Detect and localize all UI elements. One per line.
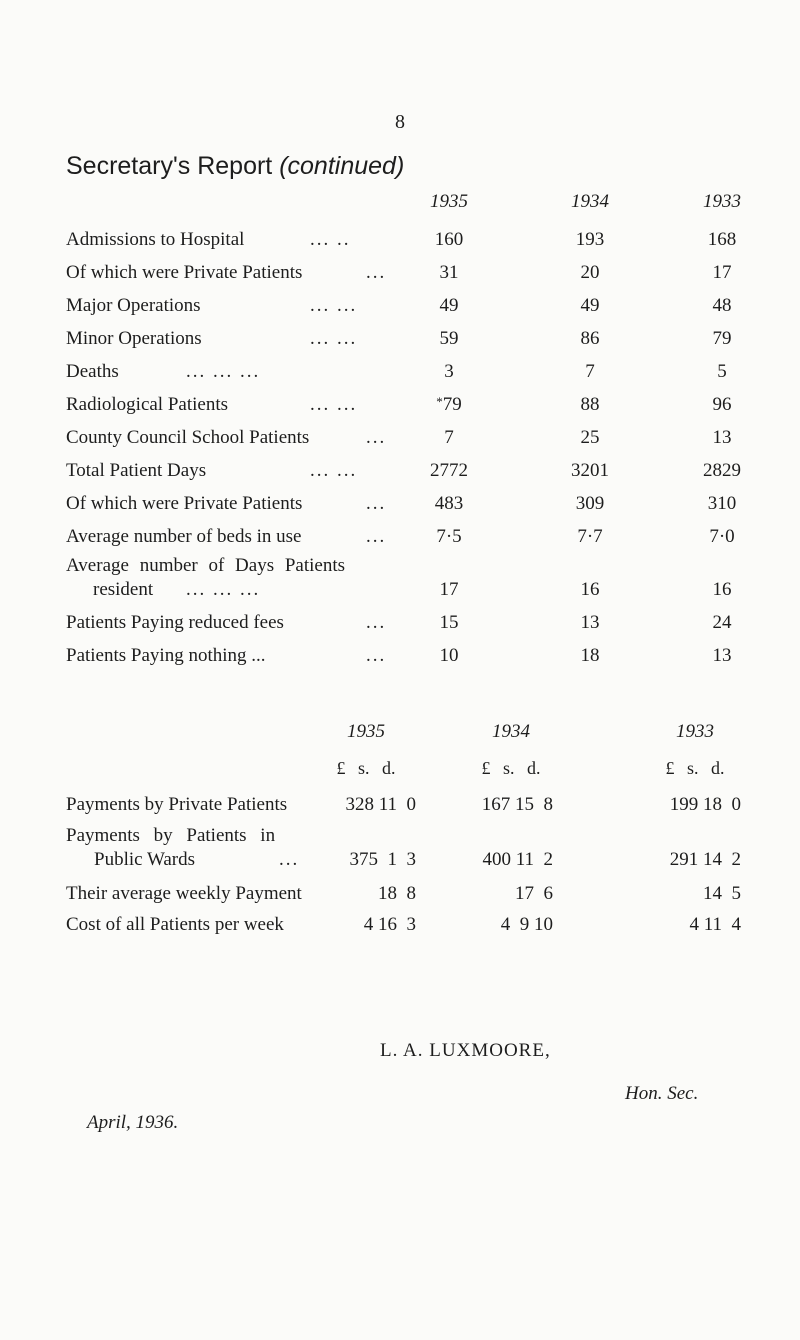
value-1934: 86 (580, 328, 600, 349)
value-1935: 7 (444, 427, 454, 448)
page-number: 8 (395, 111, 405, 133)
value-text: 79 (442, 394, 462, 415)
row-label: Patients Paying nothing ... (66, 645, 266, 666)
value-1934: 18 (580, 645, 600, 666)
leader-dots: ... (279, 849, 300, 870)
value-1935: 7·5 (436, 526, 462, 547)
value-1933: 79 (712, 328, 732, 349)
value-1934: 25 (580, 427, 600, 448)
leader-dots: ... (366, 493, 387, 514)
year-header-1935: 1935 (430, 191, 468, 212)
row-label: Total Patient Days (66, 460, 207, 481)
stat-row (66, 229, 746, 259)
leader-dots: ... ... ... (186, 579, 261, 600)
stat-row (66, 493, 746, 523)
stat-row (66, 612, 746, 642)
value-1934: 88 (580, 394, 600, 415)
payments-year-1933: 1933 (676, 721, 714, 742)
leader-dots: ... ... (310, 460, 358, 481)
currency-units-1933: £ s. d. (665, 758, 725, 778)
amount-1934: 400 11 2 (482, 849, 553, 870)
row-label-continued: Public Wards (94, 849, 196, 870)
signature-name: L. A. LUXMOORE, (380, 1040, 551, 1061)
value-1935: 10 (439, 645, 459, 666)
leader-dots: ... ... ... (186, 361, 261, 382)
amount-1934: 17 6 (515, 883, 553, 904)
amount-1934: 167 15 8 (481, 794, 553, 815)
amount-1935: 375 1 3 (349, 849, 416, 870)
value-1934: 193 (575, 229, 605, 250)
stat-row (66, 526, 746, 556)
row-label-continued: resident (93, 579, 154, 600)
leader-dots: ... ... (310, 394, 358, 415)
amount-1933: 14 5 (703, 883, 741, 904)
value-1933: 16 (712, 579, 732, 600)
value-1935: 483 (434, 493, 464, 514)
leader-dots: ... .. (310, 229, 351, 250)
value-1934: 7 (585, 361, 595, 382)
row-label: Payments by Patients in (66, 825, 276, 846)
leader-dots: ... (366, 262, 387, 283)
stat-row (66, 555, 746, 613)
row-label: Average number of beds in use (66, 526, 302, 547)
row-label: Minor Operations (66, 328, 202, 349)
row-label: Of which were Private Patients (66, 262, 303, 283)
row-label: Major Operations (66, 295, 201, 316)
value-1934: 20 (580, 262, 600, 283)
value-1935: 2772 (430, 460, 468, 481)
page-title (66, 152, 404, 181)
value-1933: 168 (707, 229, 737, 250)
value-1935: 15 (439, 612, 459, 633)
leader-dots: ... ... (310, 328, 358, 349)
row-label: Cost of all Patients per week (66, 914, 284, 935)
amount-1935: 18 8 (378, 883, 416, 904)
value-1933: 24 (712, 612, 732, 633)
stat-row (66, 328, 746, 358)
stat-row (66, 262, 746, 292)
value-1933: 17 (712, 262, 732, 283)
stat-row (66, 295, 746, 325)
payments-year-1934: 1934 (492, 721, 530, 742)
value-1935: 160 (434, 229, 464, 250)
leader-dots: ... (366, 645, 387, 666)
row-label: Payments by Private Patients (66, 794, 288, 815)
currency-units-1935: £ s. d. (336, 758, 396, 778)
amount-1935: 4 16 3 (363, 914, 416, 935)
value-1935: 59 (439, 328, 459, 349)
value-1933: 48 (712, 295, 732, 316)
value-1935 (404, 394, 494, 416)
row-label: Average number of Days Patients (66, 555, 346, 576)
value-1933: 13 (712, 427, 732, 448)
value-1934: 16 (580, 579, 600, 600)
continued-note: (continued) (279, 152, 405, 180)
leader-dots: ... (366, 427, 387, 448)
value-1934: 309 (575, 493, 605, 514)
amount-1933: 199 18 0 (669, 794, 741, 815)
asterisk-marker: * (436, 394, 443, 409)
year-header-1934: 1934 (571, 191, 609, 212)
stat-row (66, 427, 746, 457)
row-label: County Council School Patients (66, 427, 310, 448)
value-1933: 7·0 (709, 526, 735, 547)
currency-units-1934: £ s. d. (481, 758, 541, 778)
report-date: April, 1936. (87, 1112, 179, 1133)
amount-1933: 291 14 2 (669, 849, 741, 870)
amount-1933: 4 11 4 (689, 914, 741, 935)
value-1933: 96 (712, 394, 732, 415)
title-text: Secretary's Report (66, 152, 273, 180)
stat-row (66, 361, 746, 391)
row-label: Deaths (66, 361, 119, 382)
amount-1934: 4 9 10 (500, 914, 553, 935)
amount-1935: 328 11 0 (345, 794, 416, 815)
value-1934: 7·7 (577, 526, 603, 547)
row-label: Admissions to Hospital (66, 229, 245, 250)
value-1934: 3201 (571, 460, 609, 481)
signature-role: Hon. Sec. (625, 1083, 699, 1104)
value-1933: 310 (707, 493, 737, 514)
value-1934: 13 (580, 612, 600, 633)
row-label: Of which were Private Patients (66, 493, 303, 514)
stat-row (66, 460, 746, 490)
leader-dots: ... (366, 612, 387, 633)
leader-dots: ... (366, 526, 387, 547)
row-label: Radiological Patients (66, 394, 229, 415)
stat-row (66, 394, 746, 424)
year-header-1933: 1933 (703, 191, 741, 212)
value-1935: 3 (444, 361, 454, 382)
leader-dots: ... ... (310, 295, 358, 316)
value-1935: 49 (439, 295, 459, 316)
stat-row (66, 645, 746, 675)
value-1934: 49 (580, 295, 600, 316)
row-label: Patients Paying reduced fees (66, 612, 284, 633)
row-label: Their average weekly Payment (66, 883, 302, 904)
value-1935: 31 (439, 262, 459, 283)
value-1933: 5 (717, 361, 727, 382)
payments-year-1935: 1935 (347, 721, 385, 742)
value-1935: 17 (439, 579, 459, 600)
value-1933: 13 (712, 645, 732, 666)
value-1933: 2829 (703, 460, 741, 481)
